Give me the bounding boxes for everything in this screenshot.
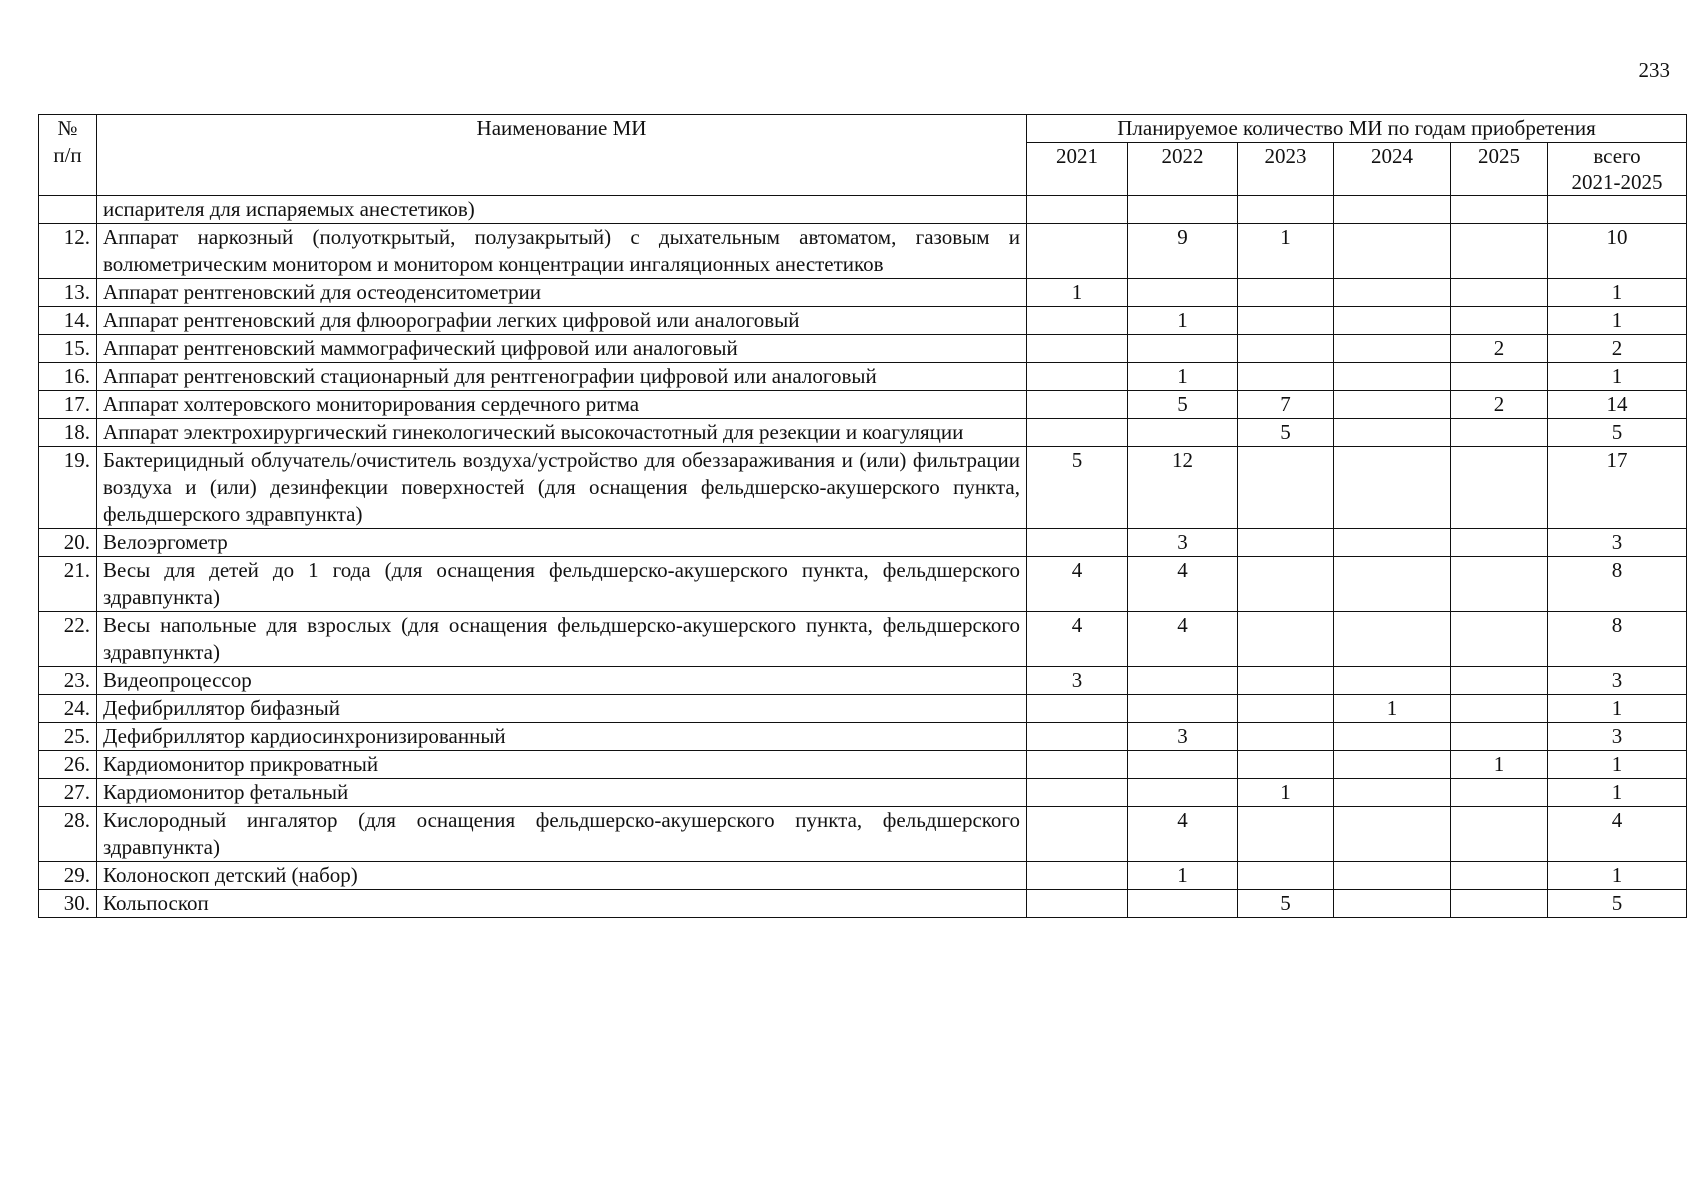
value-total: 1 xyxy=(1548,279,1687,307)
value-2022 xyxy=(1128,419,1238,447)
row-number: 24. xyxy=(39,695,97,723)
value-2022 xyxy=(1128,335,1238,363)
value-2023: 7 xyxy=(1238,391,1334,419)
value-2024 xyxy=(1334,391,1451,419)
value-2023 xyxy=(1238,862,1334,890)
row-number: 21. xyxy=(39,557,97,612)
value-2025 xyxy=(1451,723,1548,751)
header-year-2022: 2022 xyxy=(1128,143,1238,196)
header-number xyxy=(39,115,97,196)
header-total xyxy=(1548,143,1687,196)
page-number: 233 xyxy=(1638,58,1670,82)
value-2021 xyxy=(1027,862,1128,890)
value-2022 xyxy=(1128,890,1238,918)
row-name: Кислородный ингалятор (для оснащения фельдшерско-акушерского пункта, фельдшерского здравпункта) xyxy=(97,807,1027,862)
value-total: 1 xyxy=(1548,695,1687,723)
row-number: 14. xyxy=(39,307,97,335)
row-name: Аппарат рентгеновский стационарный для рентгенографии цифровой или аналоговый xyxy=(97,363,1027,391)
value-2022: 4 xyxy=(1128,807,1238,862)
value-2025 xyxy=(1451,612,1548,667)
value-2025: 2 xyxy=(1451,335,1548,363)
row-name: Весы для детей до 1 года (для оснащения фельдшерско-акушерского пункта, фельдшерского здравпункта) xyxy=(97,557,1027,612)
row-number: 16. xyxy=(39,363,97,391)
row-number: 15. xyxy=(39,335,97,363)
value-2024 xyxy=(1334,612,1451,667)
value-2023 xyxy=(1238,363,1334,391)
value-2023 xyxy=(1238,335,1334,363)
row-number: 19. xyxy=(39,447,97,529)
value-2022: 5 xyxy=(1128,391,1238,419)
row-name: Аппарат наркозный (полуоткрытый, полузакрытый) с дыхательным автоматом, газовым и волюметрическим монитором и монитором концентрации ингаляционных анестетиков xyxy=(97,224,1027,279)
value-total: 1 xyxy=(1548,751,1687,779)
value-2021 xyxy=(1027,391,1128,419)
row-name: Колоноскоп детский (набор) xyxy=(97,862,1027,890)
row-number: 26. xyxy=(39,751,97,779)
value-2022 xyxy=(1128,751,1238,779)
value-total: 8 xyxy=(1548,557,1687,612)
value-2021: 4 xyxy=(1027,557,1128,612)
value-2024: 1 xyxy=(1334,695,1451,723)
value-total: 1 xyxy=(1548,363,1687,391)
row-name: Кардиомонитор прикроватный xyxy=(97,751,1027,779)
table-row xyxy=(39,807,1687,862)
value-2025 xyxy=(1451,862,1548,890)
value-2021 xyxy=(1027,807,1128,862)
header-year-2023: 2023 xyxy=(1238,143,1334,196)
value-2025 xyxy=(1451,557,1548,612)
header-year-2021: 2021 xyxy=(1027,143,1128,196)
value-2021: 1 xyxy=(1027,279,1128,307)
table-row xyxy=(39,667,1687,695)
value-2025 xyxy=(1451,447,1548,529)
value-2023 xyxy=(1238,529,1334,557)
value-2024 xyxy=(1334,667,1451,695)
value-2024 xyxy=(1334,363,1451,391)
value-2024 xyxy=(1334,862,1451,890)
value-2025 xyxy=(1451,224,1548,279)
table-row xyxy=(39,419,1687,447)
value-2022: 1 xyxy=(1128,307,1238,335)
header-number-abbr: п/п xyxy=(53,143,82,167)
row-name: Кардиомонитор фетальный xyxy=(97,779,1027,807)
row-name: Аппарат электрохирургический гинекологический высокочастотный для резекции и коагуляции xyxy=(97,419,1027,447)
value-2023 xyxy=(1238,695,1334,723)
value-2025 xyxy=(1451,779,1548,807)
value-2022: 4 xyxy=(1128,612,1238,667)
table-row xyxy=(39,723,1687,751)
value-2022: 1 xyxy=(1128,862,1238,890)
value-total xyxy=(1548,196,1687,224)
value-2022: 4 xyxy=(1128,557,1238,612)
row-name: Видеопроцессор xyxy=(97,667,1027,695)
value-2022: 1 xyxy=(1128,363,1238,391)
value-2025 xyxy=(1451,890,1548,918)
value-2021 xyxy=(1027,751,1128,779)
table-row xyxy=(39,695,1687,723)
value-2024 xyxy=(1334,723,1451,751)
header-number-symbol: № xyxy=(57,116,78,140)
table-body xyxy=(39,196,1687,918)
table-row xyxy=(39,307,1687,335)
value-total: 14 xyxy=(1548,391,1687,419)
value-2023 xyxy=(1238,196,1334,224)
value-2023: 1 xyxy=(1238,779,1334,807)
value-2023 xyxy=(1238,723,1334,751)
value-2021 xyxy=(1027,335,1128,363)
equipment-table xyxy=(38,114,1687,918)
value-2023: 5 xyxy=(1238,419,1334,447)
row-name: Аппарат рентгеновский для флюорографии легких цифровой или аналоговый xyxy=(97,307,1027,335)
header-total-label: всего xyxy=(1593,144,1641,168)
value-2025 xyxy=(1451,307,1548,335)
row-number: 25. xyxy=(39,723,97,751)
value-2024 xyxy=(1334,447,1451,529)
table-row xyxy=(39,224,1687,279)
table-row xyxy=(39,779,1687,807)
row-number: 12. xyxy=(39,224,97,279)
row-number: 27. xyxy=(39,779,97,807)
value-2022 xyxy=(1128,196,1238,224)
value-2024 xyxy=(1334,224,1451,279)
value-2023 xyxy=(1238,807,1334,862)
header-total-range: 2021-2025 xyxy=(1571,170,1663,194)
row-name: Дефибриллятор кардиосинхронизированный xyxy=(97,723,1027,751)
value-2023: 1 xyxy=(1238,224,1334,279)
value-total: 10 xyxy=(1548,224,1687,279)
value-2025 xyxy=(1451,667,1548,695)
value-total: 3 xyxy=(1548,529,1687,557)
value-total: 1 xyxy=(1548,779,1687,807)
table-row xyxy=(39,862,1687,890)
row-number: 29. xyxy=(39,862,97,890)
value-2024 xyxy=(1334,307,1451,335)
value-2023: 5 xyxy=(1238,890,1334,918)
value-2024 xyxy=(1334,196,1451,224)
row-number: 22. xyxy=(39,612,97,667)
value-2024 xyxy=(1334,335,1451,363)
value-2024 xyxy=(1334,557,1451,612)
value-2024 xyxy=(1334,779,1451,807)
row-number: 28. xyxy=(39,807,97,862)
value-2021: 4 xyxy=(1027,612,1128,667)
row-name: испарителя для испаряемых анестетиков) xyxy=(97,196,1027,224)
row-name: Кольпоскоп xyxy=(97,890,1027,918)
row-number: 30. xyxy=(39,890,97,918)
row-number: 20. xyxy=(39,529,97,557)
value-2025 xyxy=(1451,419,1548,447)
row-name: Аппарат рентгеновский для остеоденситометрии xyxy=(97,279,1027,307)
value-total: 1 xyxy=(1548,307,1687,335)
row-name: Аппарат холтеровского мониторирования сердечного ритма xyxy=(97,391,1027,419)
value-2025 xyxy=(1451,196,1548,224)
table-row xyxy=(39,391,1687,419)
value-2022 xyxy=(1128,279,1238,307)
table-row xyxy=(39,751,1687,779)
table-row xyxy=(39,447,1687,529)
row-name: Дефибриллятор бифазный xyxy=(97,695,1027,723)
value-total: 4 xyxy=(1548,807,1687,862)
value-2021 xyxy=(1027,196,1128,224)
value-total: 3 xyxy=(1548,723,1687,751)
table-header xyxy=(39,115,1687,196)
value-2022: 3 xyxy=(1128,723,1238,751)
value-2021 xyxy=(1027,529,1128,557)
row-number: 13. xyxy=(39,279,97,307)
row-number: 17. xyxy=(39,391,97,419)
value-2025: 2 xyxy=(1451,391,1548,419)
value-2023 xyxy=(1238,557,1334,612)
row-number: 23. xyxy=(39,667,97,695)
value-2022: 3 xyxy=(1128,529,1238,557)
value-2022 xyxy=(1128,779,1238,807)
header-plan: Планируемое количество МИ по годам приобретения xyxy=(1027,115,1687,143)
value-2022: 9 xyxy=(1128,224,1238,279)
value-2023 xyxy=(1238,751,1334,779)
value-2025: 1 xyxy=(1451,751,1548,779)
value-total: 2 xyxy=(1548,335,1687,363)
table-row xyxy=(39,363,1687,391)
header-name: Наименование МИ xyxy=(97,115,1027,196)
value-2023 xyxy=(1238,307,1334,335)
table-row xyxy=(39,335,1687,363)
value-total: 5 xyxy=(1548,890,1687,918)
value-2021: 5 xyxy=(1027,447,1128,529)
value-total: 5 xyxy=(1548,419,1687,447)
value-2021: 3 xyxy=(1027,667,1128,695)
value-2023 xyxy=(1238,612,1334,667)
value-2023 xyxy=(1238,447,1334,529)
value-2021 xyxy=(1027,307,1128,335)
value-2021 xyxy=(1027,363,1128,391)
value-2021 xyxy=(1027,779,1128,807)
value-2025 xyxy=(1451,529,1548,557)
row-number xyxy=(39,196,97,224)
value-2021 xyxy=(1027,890,1128,918)
value-2022 xyxy=(1128,667,1238,695)
value-2022 xyxy=(1128,695,1238,723)
value-2023 xyxy=(1238,279,1334,307)
value-2021 xyxy=(1027,723,1128,751)
value-2024 xyxy=(1334,807,1451,862)
value-2024 xyxy=(1334,419,1451,447)
row-name: Аппарат рентгеновский маммографический цифровой или аналоговый xyxy=(97,335,1027,363)
value-2024 xyxy=(1334,279,1451,307)
table-row xyxy=(39,890,1687,918)
value-total: 3 xyxy=(1548,667,1687,695)
row-number: 18. xyxy=(39,419,97,447)
value-2023 xyxy=(1238,667,1334,695)
value-2021 xyxy=(1027,695,1128,723)
value-total: 8 xyxy=(1548,612,1687,667)
row-name: Велоэргометр xyxy=(97,529,1027,557)
value-2025 xyxy=(1451,363,1548,391)
value-2021 xyxy=(1027,224,1128,279)
table-row xyxy=(39,196,1687,224)
value-2025 xyxy=(1451,279,1548,307)
table-row xyxy=(39,529,1687,557)
table-row xyxy=(39,557,1687,612)
header-year-2025: 2025 xyxy=(1451,143,1548,196)
value-2022: 12 xyxy=(1128,447,1238,529)
value-total: 17 xyxy=(1548,447,1687,529)
table-row xyxy=(39,279,1687,307)
table-row xyxy=(39,612,1687,667)
row-name: Бактерицидный облучатель/очиститель воздуха/устройство для обеззараживания и (или) фильтрации воздуха и (или) дезинфекции поверхностей (для оснащения фельдшерско-акушерского пункта, фельдшерского здравпункта) xyxy=(97,447,1027,529)
value-2024 xyxy=(1334,529,1451,557)
value-2021 xyxy=(1027,419,1128,447)
value-total: 1 xyxy=(1548,862,1687,890)
header-year-2024: 2024 xyxy=(1334,143,1451,196)
value-2025 xyxy=(1451,807,1548,862)
value-2025 xyxy=(1451,695,1548,723)
value-2024 xyxy=(1334,890,1451,918)
row-name: Весы напольные для взрослых (для оснащения фельдшерско-акушерского пункта, фельдшерского здравпункта) xyxy=(97,612,1027,667)
value-2024 xyxy=(1334,751,1451,779)
